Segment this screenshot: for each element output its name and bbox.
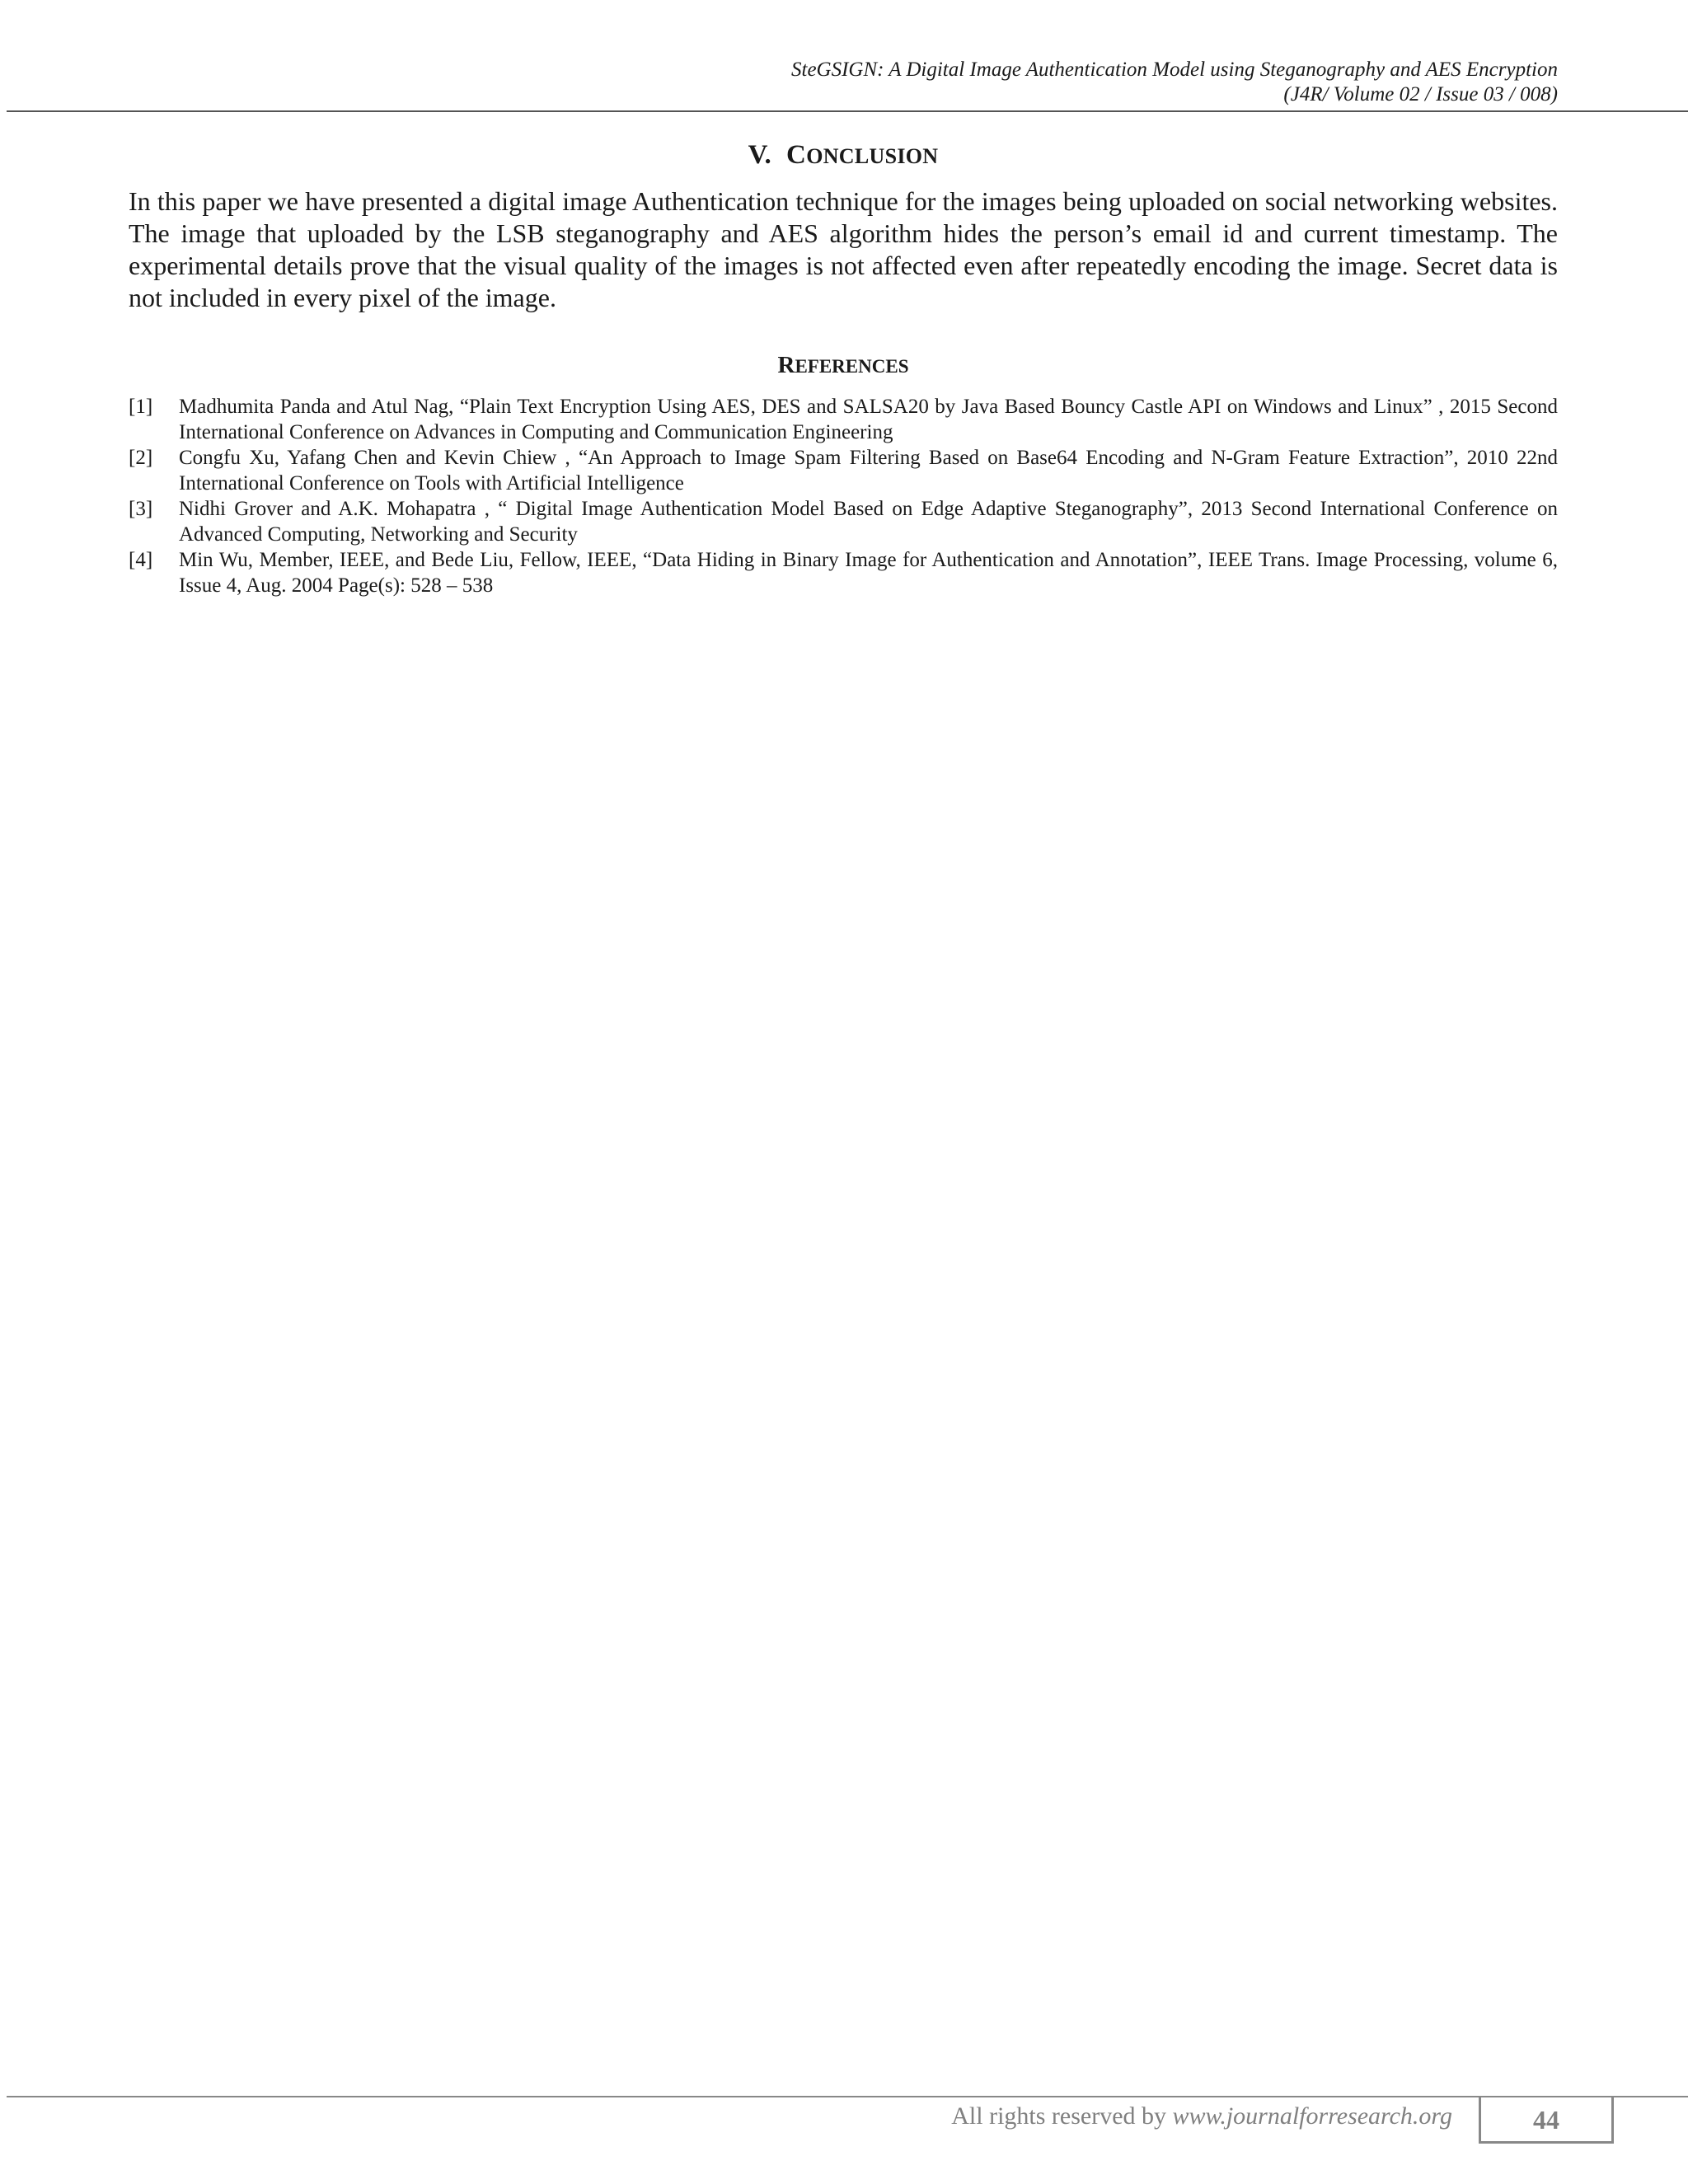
header-rule — [7, 110, 1688, 112]
reference-number: [4] — [129, 549, 153, 571]
reference-item — [129, 445, 1558, 496]
conclusion-paragraph: In this paper we have presented a digital image Authentication technique for the images being uploaded on social networking websites. The image that uploaded by the LSB steganography and AES algorithm hides the person’s email id and current timestamp. The experimental details prove that the visual quality of the images is not affected even after repeatedly encoding the image. Secret data is not included in every pixel of the image. — [129, 186, 1558, 312]
footer-rule — [7, 2096, 1688, 2097]
references-heading-rest: EFERENCES — [795, 356, 909, 377]
reference-item — [129, 547, 1558, 598]
references-heading — [129, 352, 1558, 379]
reference-text: Madhumita Panda and Atul Nag, “Plain Text Encryption Using AES, DES and SALSA20 by Java Based Bouncy Castle API on Windows and Linux” , 2015 Second International Conference on Advances in Computing and Communication Engineering — [179, 396, 1558, 443]
conclusion-heading — [129, 140, 1558, 171]
conclusion-heading-initial: C — [786, 140, 807, 170]
running-header — [239, 58, 1558, 107]
section-number: V. — [748, 140, 772, 170]
reference-number: [3] — [129, 498, 153, 520]
running-header-title: SteGSIGN: A Digital Image Authentication Model using Steganography and AES Encryption — [791, 59, 1558, 81]
conclusion-heading-rest: ONCLUSION — [806, 144, 939, 168]
footer-website-link[interactable]: www.journalforresearch.org — [1172, 2102, 1452, 2130]
page-content — [129, 140, 1558, 598]
reference-item — [129, 496, 1558, 547]
running-header-issue: (J4R/ Volume 02 / Issue 03 / 008) — [1283, 83, 1558, 105]
reference-item — [129, 394, 1558, 445]
page-number: 44 — [1479, 2096, 1614, 2144]
reference-number: [2] — [129, 447, 153, 469]
reference-text: Congfu Xu, Yafang Chen and Kevin Chiew , “An Approach to Image Spam Filtering Based on Base64 Encoding and N-Gram Feature Extraction”, 2010 22nd International Conference on Tools with Artificial Intelligence — [179, 447, 1558, 494]
reference-number: [1] — [129, 396, 153, 418]
footer-rights-prefix: All rights reserved by — [951, 2102, 1167, 2130]
footer-rights — [742, 2102, 1452, 2131]
references-heading-initial: R — [777, 352, 795, 378]
reference-text: Nidhi Grover and A.K. Mohapatra , “ Digital Image Authentication Model Based on Edge Adaptive Steganography”, 2013 Second International Conference on Advanced Computing, Networking and Security — [179, 498, 1558, 546]
reference-list — [129, 394, 1558, 598]
reference-text: Min Wu, Member, IEEE, and Bede Liu, Fellow, IEEE, “Data Hiding in Binary Image for Authentication and Annotation”, IEEE Trans. Image Processing, volume 6, Issue 4, Aug. 2004 Page(s): 528 – 538 — [179, 549, 1558, 597]
